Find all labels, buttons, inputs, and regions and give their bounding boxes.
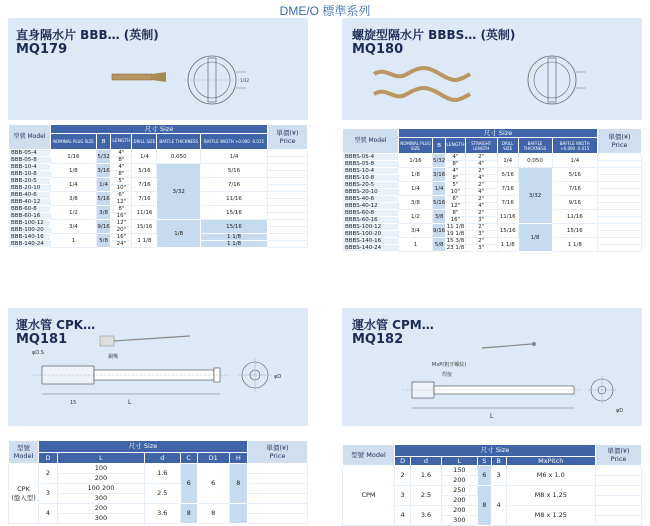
- table-row: BBB-40-12: [9, 199, 51, 206]
- mq179-baffle-drawing: [110, 62, 170, 92]
- mq181-label-15: 15: [70, 400, 77, 406]
- mq180-col-length: LENGTH: [446, 138, 465, 154]
- page-title: DME/O 標準系列: [279, 4, 371, 18]
- table-row: 100: [57, 464, 144, 474]
- mq182-col-d-upper: D: [395, 457, 411, 466]
- table-row: BBB-140-16: [9, 234, 51, 241]
- mq181-price-header: 單價(¥) Price: [248, 441, 308, 464]
- mq182-col-mxpitch: MxPitch: [506, 457, 596, 466]
- table-row: BBB-20-5: [9, 178, 51, 185]
- mq179-table: [8, 124, 308, 248]
- mq181-col-h: H: [229, 453, 247, 464]
- mq181-title: 運水管 CPK…: [16, 318, 96, 332]
- table-row: 200: [57, 504, 144, 514]
- table-row: 100 200: [57, 484, 144, 494]
- table-row: BBBS-10-8: [343, 175, 399, 182]
- mq180-col-b: B: [432, 138, 445, 154]
- mq181-label-l: L: [128, 399, 132, 406]
- table-row: BBB-100-20: [9, 227, 51, 234]
- mq181-code: MQ181: [16, 332, 68, 347]
- mq181-tube-drawing: [30, 332, 305, 424]
- mq181-col-d1: D1: [197, 453, 229, 464]
- table-row: BBBS-100-20: [343, 231, 399, 238]
- table-row: 300: [57, 494, 144, 504]
- mq181-size-header: 尺寸 Size: [39, 441, 248, 453]
- mq182-model-header: 型號 Model: [343, 445, 395, 466]
- mq180-col-straight: STRAIGHT LENGTH: [465, 138, 497, 154]
- mq180-table-body: BBBS-05-4 1/16 5/32 4" 2" 1/4 0.050 1/4 BBBS-05-8 8" 4" BBBS-10-4 1/8 3/16 4" 2" 5/16 3/32 5/16 BBBS-10-8 8" 4" BBBS-20-5 1/4 1/4 5" 2" 7/16 7/16 BBBS-20-10 10" 4" BBBS-40-6 3/8 5/16 6" 2" 7/16 9/16 BBBS-40-12 12" 4" BBBS-60-8 1/2 3/8 8" 2" 11/16 11/16 BBBS-60-16 16" 3" BBBS-100-12 3/4 9/16 11 1/8 2" 15/16 1/8 15/16 BBBS-100-20 19 1/8 3" BBBS-140-16 1 5/8 15 3/8 2" 1 1/8 1 1/8 BBBS-140-24 23 1/8 3": [343, 154, 642, 252]
- table-row: 300: [57, 514, 144, 524]
- mq182-tube-drawing: [362, 336, 640, 424]
- mq182-col-d: d: [411, 457, 442, 466]
- mq179-price-header: 單價(¥) Price: [268, 125, 308, 150]
- mq179-table-body: BBB-05-4 1/16 5/32 4" 1/4 0.050 1/4 BBB-05-8 8" BBB-10-4 1/8 3/16 4" 5/16 3/32 5/16 BBB-10-8 8" BBB-20-5 1/4 1/4 5" 7/16 7/16 BBB-20-10 10" BBB-40-6 3/8 5/16 6" 7/16 11/16 BBB-40-12 12" BBB-60-8 1/2 3/8 8" 11/16 15/16 BBB-60-16 16" BBB-100-12 3/4 9/16 12" 15/16 1/8 15/16 BBB-100-20 20" BBB-140-16 1 5/8 16" 1 1/8 1 1/8 BBB-140-24 24" 1 1/8: [9, 150, 308, 248]
- mq179-col-length: LENGTH: [111, 134, 132, 150]
- mq182-label-d: φD: [616, 408, 624, 414]
- table-row: BBBS-60-8: [343, 210, 399, 217]
- mq180-section-drawing: [520, 50, 590, 110]
- mq181-col-l: L: [57, 453, 144, 464]
- mq179-model-header: 型號 Model: [9, 125, 51, 150]
- mq179-col-width: BAFFLE WIDTH +0.000 -0.015: [201, 134, 268, 150]
- mq182-title: 運水管 CPM…: [352, 318, 434, 332]
- table-row: BBB-10-4: [9, 164, 51, 171]
- mq182-label-l: L: [490, 413, 494, 420]
- mq179-col-thickness: BAFFLE THICKNESS: [157, 134, 201, 150]
- mq181-model-header: 型號 Model: [9, 441, 39, 464]
- mq181-col-c: C: [180, 453, 197, 464]
- table-row: BBBS-60-16: [343, 217, 399, 224]
- table-row: BBB-10-8: [9, 171, 51, 178]
- table-row: BBBS-20-5: [343, 182, 399, 189]
- mq179-size-header: 尺寸 Size: [51, 125, 268, 134]
- mq179-col-plug: NOMINAL PLUG SIZE: [51, 134, 97, 150]
- mq180-title: 螺旋型隔水片 BBBS… (英制): [352, 28, 516, 42]
- table-row: 200: [57, 474, 144, 484]
- mq182-model-cell: CPM: [343, 466, 395, 526]
- mq181-col-d: d: [145, 453, 180, 464]
- table-row: BBB-60-16: [9, 213, 51, 220]
- mq179-code: MQ179: [16, 42, 68, 57]
- mq182-table: 型號 Model 尺寸 Size 單價(¥) Price D d L S B MxPitch CPM 2 1.6 150 6 3 M6 x 1.0 200 3 2.5 250 8 4 M8 x 1.25 200 4 3.6 200 M8 x 1.25 300: [342, 444, 642, 526]
- table-row: 300: [441, 516, 477, 526]
- table-row: BBB-05-8: [9, 157, 51, 164]
- mq181-label-ds: φD.S: [32, 350, 44, 356]
- table-row: BBB-40-6: [9, 192, 51, 199]
- mq179-section-drawing: [180, 50, 250, 110]
- mq179-dim-label: 1/32: [240, 78, 249, 83]
- mq182-code: MQ182: [352, 332, 404, 347]
- mq180-table: [342, 128, 642, 252]
- mq180-size-header: 尺寸 Size: [399, 129, 598, 138]
- mq181-label-d: φD: [274, 374, 282, 380]
- mq180-price-header: 單價(¥) Price: [598, 129, 642, 154]
- table-row: 200: [441, 506, 477, 516]
- mq180-col-thickness: BAFFLE THICKNESS: [518, 138, 552, 154]
- mq182-label-mxp: MxP(粗牙螺紋): [432, 362, 467, 368]
- mq180-spiral-drawing: [372, 64, 482, 104]
- table-row: BBB-20-10: [9, 185, 51, 192]
- mq179-col-b: B: [96, 134, 111, 150]
- table-row: BBBS-10-4: [343, 168, 399, 175]
- mq182-col-s: S: [477, 457, 491, 466]
- mq179-col-drill: DRILL SIZE: [132, 134, 157, 150]
- mq181-label-brass: 銅嘴: [108, 354, 119, 360]
- table-row: BBBS-05-4: [343, 154, 399, 161]
- mq182-size-header: 尺寸 Size: [395, 445, 596, 457]
- mq179-title: 直身隔水片 BBB… (英制): [16, 28, 159, 42]
- mq181-table: 型號 Model 尺寸 Size 單價(¥) Price D L d C D1 H CPK (盤入型) 2 100 1.6 6 6 8 200 3 100 200 2.5 300 4 200 3.6 8 8 300: [8, 440, 308, 524]
- table-row: BBB-60-8: [9, 206, 51, 213]
- mq180-col-width: BAFFLE WIDTH +0.000 -0.015: [552, 138, 597, 154]
- table-row: BBBS-40-12: [343, 203, 399, 210]
- mq180-model-header: 型號 Model: [343, 129, 399, 154]
- table-row: BBBS-140-24: [343, 245, 399, 252]
- table-row: BBBS-40-6: [343, 196, 399, 203]
- table-row: BBB-05-4: [9, 150, 51, 157]
- mq181-model-cell: CPK (盤入型): [9, 464, 39, 524]
- mq180-col-plug: NOMINAL PLUG SIZE: [399, 138, 433, 154]
- table-row: BBB-100-12: [9, 220, 51, 227]
- table-row: BBBS-140-16: [343, 238, 399, 245]
- table-row: BBBS-05-8: [343, 161, 399, 168]
- table-row: 200: [441, 496, 477, 506]
- table-row: BBBS-100-12: [343, 224, 399, 231]
- mq180-code: MQ180: [352, 42, 404, 57]
- mq180-col-drill: DRILL SIZE: [497, 138, 518, 154]
- table-row: 250: [441, 486, 477, 496]
- mq182-label-weld: 焊接: [442, 372, 453, 378]
- mq182-col-b: B: [491, 457, 506, 466]
- table-row: 150: [441, 466, 477, 476]
- mq182-price-header: 單價(¥) Price: [596, 445, 642, 466]
- mq181-col-d-upper: D: [39, 453, 58, 464]
- table-row: 200: [441, 476, 477, 486]
- table-row: BBBS-20-10: [343, 189, 399, 196]
- mq182-col-l: L: [441, 457, 477, 466]
- table-row: BBB-140-24: [9, 241, 51, 248]
